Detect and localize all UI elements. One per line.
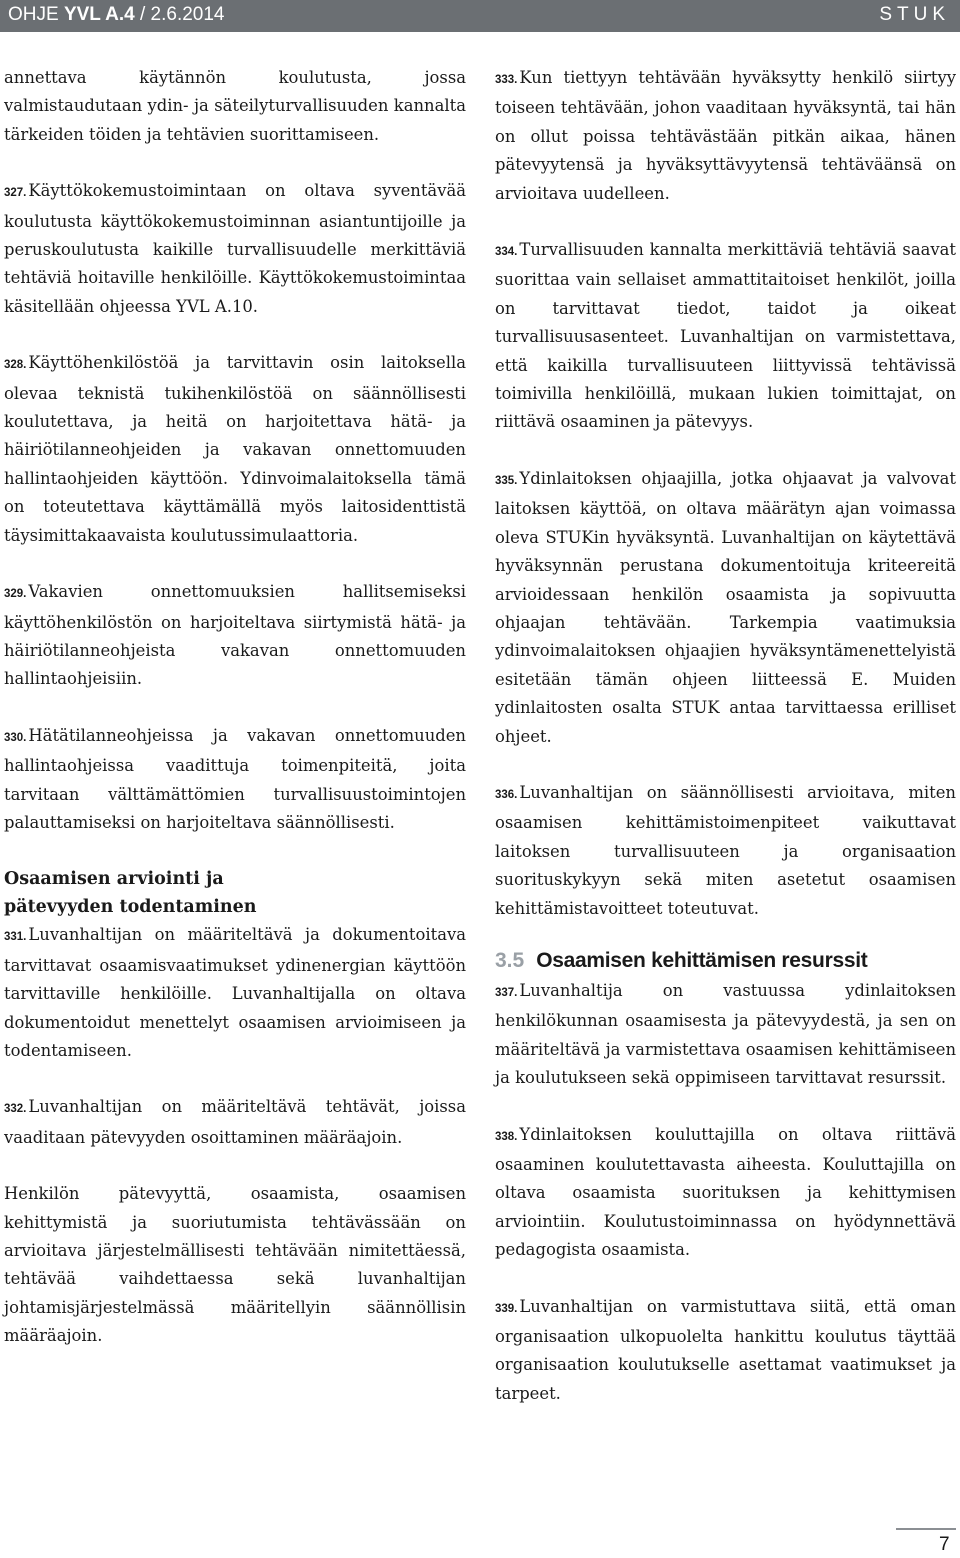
paragraph-number: 332. [4, 1103, 27, 1116]
doc-prefix: OHJE [8, 4, 64, 25]
paragraph-text: Hätätilanneohjeissa ja vakavan onnettomuuden hallintaohjeissa vaadittuja toimenpiteitä, joita tarvitaan välttämättömien turvallisuustoimintojen palauttamiseksi on harjoiteltava säännöllisesti. [4, 725, 466, 832]
publisher-name: STUK [879, 4, 950, 25]
paragraph-number: 335. [495, 474, 518, 487]
intro-paragraph: annettava käytännön koulutusta, jossa valmistaudutaan ydin- ja säteilyturvallisuuden kannalta tärkeiden töiden ja tehtävien suorittamiseen. [4, 68, 466, 144]
footer-rule [896, 1528, 956, 1530]
doc-code: YVL A.4 [63, 4, 135, 25]
subheading-line-1: Osaamisen arviointi ja [4, 869, 224, 890]
paragraph-337 [495, 977, 956, 1093]
subheading-line-2: pätevyyden todentaminen [4, 897, 257, 918]
right-column [495, 64, 956, 1408]
paragraph-text: Ydinlaitoksen kouluttajilla on oltava riittävä osaaminen koulutettavasta aiheesta. Kouluttajilla on oltava osaamista suorituksen ja kehittymisen arviointiin. Koulutustoiminnassa on hyödynnettävä pedagogista osaamista. [495, 1124, 956, 1260]
doc-date: / 2.6.2014 [134, 4, 225, 25]
paragraph-number: 328. [4, 359, 27, 372]
paragraph-text: Ydinlaitoksen ohjaajilla, jotka ohjaavat ja valvovat laitoksen käyttöä, on oltava määrätyn ajan voimassa oleva STUKin hyväksyntä. Luvanhaltijan on käytettävä hyväksynnän perustana dokumentoituja kriteereitä arvioidessaan henkilön osaamista ja sopivuutta ohjaajan tehtävään. Tarkempia vaatimuksia ydinvoimalaitoksen ohjaajien hyväksyntämenettelyistä esitetään tämän ohjeen liitteessä E. Muiden ydinlaitosten osalta STUK antaa tarvittaessa erilliset ohjeet. [495, 468, 956, 746]
paragraph-339 [495, 1293, 956, 1409]
paragraph-text: Luvanhaltijan on varmistuttava siitä, että oman organisaation ulkopuolelta hankittu koulutus täyttää organisaation koulutukselle asettamat vaatimukset ja tarpeet. [495, 1296, 956, 1403]
paragraph-329 [4, 578, 466, 694]
paragraph-text: Luvanhaltija on vastuussa ydinlaitoksen henkilökunnan osaamisesta ja pätevyydestä, ja sen on määriteltävä ja varmistettava osaamisen kehittämiseen ja koulutukseen sekä oppimiseen tarvittavat resurssit. [495, 980, 956, 1088]
paragraph-number: 330. [4, 731, 27, 744]
page-header [0, 0, 960, 32]
page-number: 7 [939, 1534, 950, 1555]
section-title: Osaamisen kehittämisen resurssit [536, 948, 868, 972]
paragraph-330 [4, 722, 466, 838]
paragraph-number: 331. [4, 931, 27, 944]
paragraph-text: Luvanhaltijan on määriteltävä ja dokumentoitava tarvittavat osaamisvaatimukset ydinenergian käyttöön tarvittaville henkilöille. Luvanhaltijalla on oltava dokumentoidut menettelyt osaamisen arvioimiseen ja todentamiseen. [4, 925, 466, 1060]
paragraph-327 [4, 177, 466, 321]
document-identifier [8, 4, 225, 26]
paragraph-335 [495, 465, 956, 751]
paragraph-number: 334. [495, 246, 518, 259]
left-column [4, 64, 466, 1351]
paragraph-text: Käyttökokemustoimintaan on oltava syventävää koulutusta käyttökokemustoiminnan asiantuntijoille ja peruskoulutusta kaikille turvallisuudelle merkittäviä tehtäviä hoitaville henkilöille. Käyttökokemustoimintaa käsitellään ohjeessa YVL A.10. [4, 181, 466, 316]
paragraph-number: 338. [495, 1130, 518, 1143]
paragraph-number: 327. [4, 187, 27, 200]
paragraph-text: Luvanhaltijan on säännöllisesti arvioitava, miten osaamisen kehittämistoimenpiteet vaikuttavat laitoksen turvallisuuteen ja organisaation suorituskykyyn sekä miten asetetut osaamisen kehittämistavoitteet toteutuvat. [495, 782, 956, 918]
paragraph-text: Käyttöhenkilöstöä ja tarvittavin osin laitoksella olevaa teknistä tukihenkilöstöä on säännöllisesti koulutettava, ja heitä on harjoitettava hätä- ja häiriötilanneohjeiden ja vakavan onnettomuuden hallintaohjeiden käyttöön. Ydinvoimalaitoksella tämä on toteutettava käyttämällä myös laitosidenttistä täysimittakaavaista koulutussimulaattoria. [4, 353, 466, 545]
paragraph-number: 339. [495, 1302, 518, 1315]
paragraph-text: Vakavien onnettomuuksien hallitsemiseksi käyttöhenkilöstön on harjoiteltava siirtymistä hätä- ja häiriötilanneohjeista vakavan onnettomuuden hallintaohjeisiin. [4, 582, 466, 689]
section-heading [495, 945, 956, 977]
paragraph-text: Luvanhaltijan on määriteltävä tehtävät, joissa vaaditaan pätevyyden osoittaminen määräajoin. [4, 1097, 466, 1147]
paragraph-number: 329. [4, 588, 27, 601]
paragraph-333 [495, 64, 956, 208]
paragraph-334 [495, 236, 956, 437]
paragraph-number: 333. [495, 74, 518, 86]
paragraph-number: 336. [495, 788, 518, 801]
paragraph-text: Turvallisuuden kannalta merkittäviä tehtäviä saavat suorittaa vain sellaiset ammattitaitoiset henkilöt, joilla on tarvittavat tiedot, taidot ja oikeat turvallisuusasenteet. Luvanhaltijan on varmistettava, että kaikilla turvallisuuteen liittyvissä tehtävissä toimivilla henkilöillä, mukaan lukien toimittajat, on riittävä osaaminen ja pätevyys. [495, 240, 956, 432]
paragraph-336 [495, 779, 956, 923]
paragraph-338 [495, 1121, 956, 1265]
paragraph-331 [4, 921, 466, 1065]
paragraph-competence-assessment: Henkilön pätevyyttä, osaamista, osaamisen kehittymistä ja suoriutumista tehtävässään on arvioitava järjestelmällisesti tehtävään nimitettäessä, tehtävää vaihdettaessa sekä luvanhaltijan johtamisjärjestelmässä määritellyin säännöllisin määräajoin. [4, 1184, 466, 1346]
section-number: 3.5 [495, 948, 525, 972]
paragraph-328 [4, 349, 466, 550]
paragraph-332 [4, 1093, 466, 1152]
paragraph-text: Kun tiettyyn tehtävään hyväksytty henkilö siirtyy toiseen tehtävään, johon vaaditaan hyväksyntä, tai hän on ollut poissa tehtävästään pitkän aikaa, hänen pätevyytensä ja hyväksyttävyytensä tehtäväänsä on arvioitava uudelleen. [495, 68, 956, 203]
paragraph-number: 337. [495, 986, 518, 999]
